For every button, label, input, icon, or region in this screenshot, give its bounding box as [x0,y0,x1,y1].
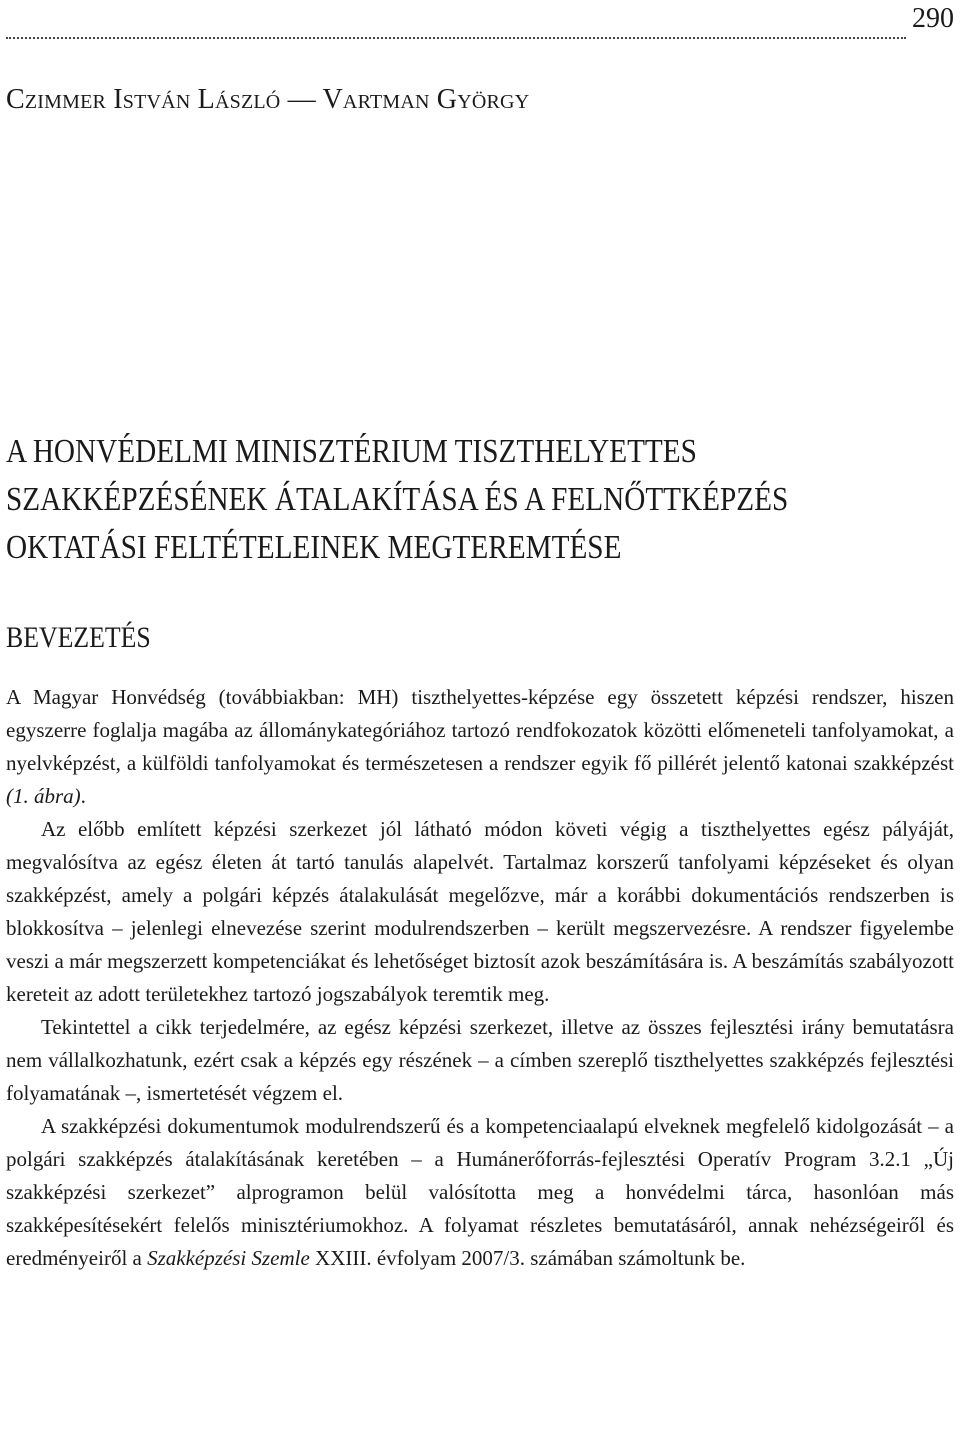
page-number: 290 [912,3,954,34]
page-header [0,0,960,42]
article-body [6,681,954,1275]
paragraph-text-tail: XXIII. évfolyam 2007/3. számában számoltunk be. [309,1246,746,1270]
title-line: SZAKKÉPZÉSÉNEK ÁTALAKÍTÁSA ÉS A FELNŐTTKÉPZÉS [6,481,789,518]
title-line: OKTATÁSI FELTÉTELEINEK MEGTEREMTÉSE [6,529,622,566]
journal-title: Szakképzési Szemle [147,1246,310,1270]
section-heading: BEVEZETÉS [6,621,151,654]
paragraph-text: A szakképzési dokumentumok modulrendszerű és a kompetenciaalapú elveknek megfelelő kidolgozását – a polgári szakképzés átalakításának keretében – a Humánerőforrás-fejlesztési Operatív Program 3.2.1 „Új szakképzési szerkezet” alprogramon belül valósította meg a honvédelmi tárca, hasonlóan más szakképesítésekért felelős minisztériumokhoz. A folyamat részletes bemutatásáról, annak nehézségeiről és eredményeiről a [6,1114,954,1270]
article-title [6,428,943,572]
header-dotted-rule [6,37,906,39]
paragraph-text: A Magyar Honvédség (továbbiakban: MH) tiszthelyettes-képzése egy összetett képzési rendszer, hiszen egyszerre foglalja magába az állománykategóriához tartozó rendfokozatok közötti előmeneteli tanfolyamokat, a nyelvképzést, a külföldi tanfolyamokat és természetesen a rendszer egyik fő pillérét jelentő katonai szakképzést [6,685,954,775]
body-paragraph: Tekintettel a cikk terjedelmére, az egész képzési szerkezet, illetve az összes fejlesztési irány bemutatásra nem vállalkozhatunk, ezért csak a képzés egy részének – a címben szereplő tiszthelyettes szakképzés fejlesztési folyamatának –, ismertetését végzem el. [6,1015,954,1105]
body-paragraph [6,1110,954,1275]
title-line: A HONVÉDELMI MINISZTÉRIUM TISZTHELYETTES [6,433,697,470]
paragraph-text-tail: . [80,784,86,808]
figure-reference: (1. ábra) [6,784,81,808]
article-authors: Czimmer István László — Vartman György [6,84,530,115]
body-paragraph [6,681,954,813]
body-paragraph: Az előbb említett képzési szerkezet jól látható módon követi végig a tiszthelyettes egész pályáját, megvalósítva az egész életen át tartó tanulás alapelvét. Tartalmaz korszerű tanfolyami képzéseket és olyan szakképzést, amely a polgári képzés átalakulását megelőzve, már a korábbi dokumentációs rendszerben is blokkosítva – jelenlegi elnevezése szerint modulrendszerben – került megszervezésre. A rendszer figyelembe veszi a már megszerzett kompetenciákat és lehetőséget biztosít azok beszámítására is. A beszámítás szabályozott kereteit az adott területekhez tartozó jogszabályok teremtik meg. [6,817,954,1006]
